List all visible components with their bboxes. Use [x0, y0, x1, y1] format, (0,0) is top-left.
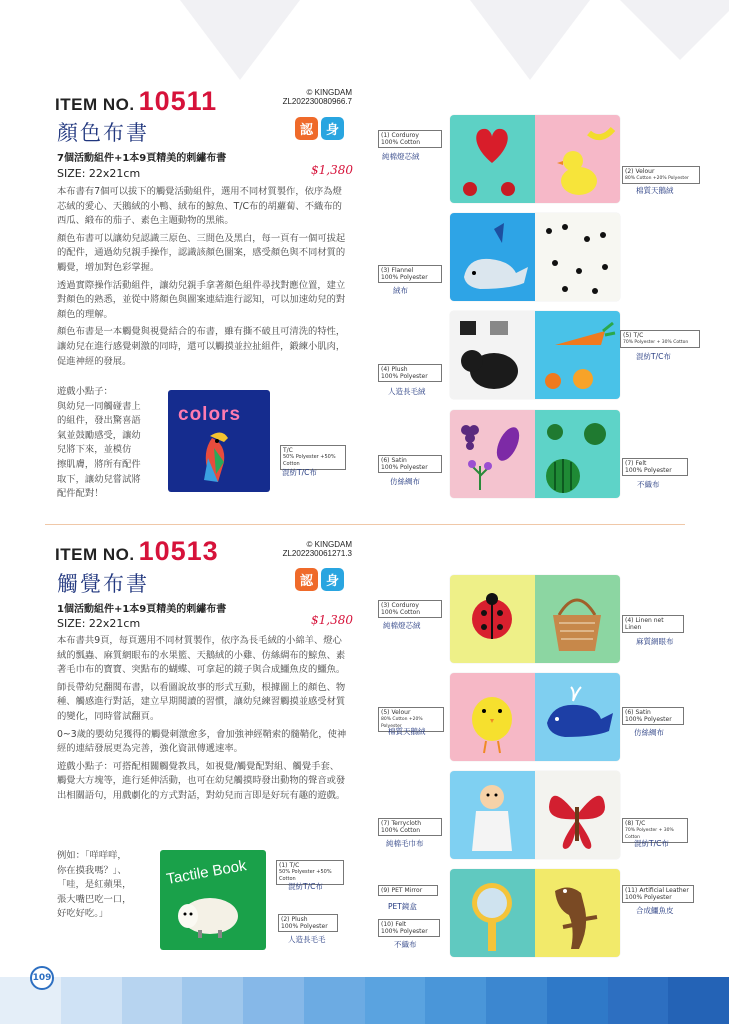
material-label: (5) T/C 70% Polyester + 30% Cotton — [620, 330, 700, 348]
baby-icon — [450, 771, 535, 859]
description-paragraph: 師長帶幼兒翻閱布書，以看圖說故事的形式互動，根據圖上的顏色、物種、觸感進行對話，建立早期閱讀的習慣，讓幼兒練習觸摸並感受材質的變化，同時嘗試翻頁。 — [57, 681, 346, 722]
ladybug-icon — [450, 575, 535, 663]
material-label: T/C 50% Polyester +50% Cotton — [280, 445, 346, 470]
tip-line: 例如：「咩咩咩， — [57, 850, 127, 861]
tip-line: 好吃好吃。」 — [57, 908, 109, 920]
material-caption: 仿絲綢布 — [634, 728, 664, 737]
material-label: (7) Felt 100% Polyester — [622, 458, 688, 476]
material-caption: 棉質天鵝絨 — [636, 186, 674, 195]
grapes-icon — [450, 410, 535, 498]
tip-line: 與幼兒一同觸碰書上 — [57, 400, 141, 412]
description-paragraph: 本布書有7個可以拔下的觸覺活動組件，選用不同材質製作，依序為燈芯絨的愛心、天鵝絨的小鴨、絨布的鯨魚、T/C布的胡蘿蔔、不織布的西瓜、緞布的茄子、素色主題動物的黑熊。 — [57, 186, 342, 227]
page-number: 109 — [30, 966, 54, 990]
description-paragraph: 顏色布書是一本觸覺與視覺結合的布書，雖有撕不破且可清洗的特性，讓幼兒在進行感覺刺激的同時，還可以觸摸並拉扯組件，鍛練小肌肉，促進神經的發展。 — [57, 326, 346, 367]
product-description — [57, 634, 347, 807]
tip-line: 擦肌膚，將所有配件 — [57, 458, 141, 470]
material-caption: 純棉燈芯絨 — [383, 621, 421, 630]
butterfly-icon — [535, 771, 620, 859]
material-label: (9) PET Mirror — [378, 885, 438, 896]
material-caption: 不織布 — [637, 480, 660, 489]
tip-line: 配件配對！ — [57, 488, 104, 500]
watermelon-icon — [535, 410, 620, 498]
game-tips — [57, 849, 167, 922]
description-paragraph: 本布書共9頁，每頁選用不同材質製作，依序為長毛絨的小綿羊、燈心絨的瓢蟲、麻質網眼布的水果籃、天鵝絨的小雞、仿絲綢布的鯨魚、素著毛巾布的寶寶、突點布的蝴蝶、可拿起的鏡子與合成鱷魚皮的鱷魚。 — [57, 635, 346, 676]
item-number: ITEM NO. 10511 — [55, 86, 218, 116]
material-caption: 仿絲綢布 — [390, 477, 420, 486]
book-page-photo — [450, 410, 620, 498]
material-caption: 純棉燈芯絨 — [382, 152, 420, 161]
book-page-photo — [450, 311, 620, 399]
cover-title: colors — [178, 404, 242, 425]
material-label: (2) Velour 80% Cotton +20% Polyester — [622, 166, 700, 184]
whale-icon — [450, 213, 535, 301]
heart-icon — [450, 115, 535, 203]
carrot-icon — [535, 311, 620, 399]
description-paragraph: 顏色布書可以讓幼兒認識三原色、三間色及黑白，每一頁有一個可拔起的配件，通過幼兒親手操作，認識該顏色圖案，感受顏色與不同材質的觸覺，增加對色彩掌握。 — [57, 232, 346, 273]
description-paragraph: 透過實際操作活動組件，讓幼兒親手拿著顏色組件尋找對應位置，建立對顏色的熟悉，並從中將顏色與圖案連結進行認知，可以加速幼兒的對顏色的理解。 — [57, 279, 346, 320]
product-size: SIZE: 22x21cm — [57, 617, 141, 630]
material-label: (10) Felt 100% Polyester — [378, 919, 440, 937]
material-label: (8) T/C 70% Polyester + 30% Cotton — [622, 818, 688, 843]
background-triangle — [470, 0, 590, 80]
material-label: (4) Plush 100% Polyester — [378, 364, 442, 382]
patent-info: © KINGDAM ZL202230080966.7 — [282, 88, 352, 106]
material-label: (3) Flannel 100% Polyester — [378, 265, 442, 283]
body-badge: 身 — [321, 568, 344, 591]
material-caption: 絨布 — [393, 286, 408, 295]
book-cover-image — [160, 850, 266, 950]
product-size: SIZE: 22x21cm — [57, 167, 141, 180]
footprints-icon — [535, 213, 620, 301]
product-price: $1,380 — [311, 613, 353, 627]
basket-icon — [535, 575, 620, 663]
cover-title: Tactile Book — [165, 857, 248, 888]
book-page-photo — [450, 115, 620, 203]
body-badge: 身 — [321, 117, 344, 140]
material-caption: 麻質網眼布 — [636, 637, 674, 646]
book-page-photo — [450, 213, 620, 301]
parrot-icon — [190, 428, 250, 488]
book-cover-image — [168, 390, 270, 492]
material-label: (6) Satin 100% Polyester — [378, 455, 442, 473]
cognition-badge: 認 — [295, 117, 318, 140]
material-label: (1) T/C 50% Polyester +50% Cotton — [276, 860, 344, 885]
badge-group — [295, 568, 344, 591]
material-label: (5) Velour 80% Cotton +20% Polyester — [378, 707, 444, 732]
product-subtitle: 7個活動組件+1本9頁精美的刺繡布書 — [57, 153, 227, 164]
section-divider — [45, 524, 685, 525]
material-caption: 不織布 — [394, 940, 417, 949]
material-caption: 混紡T/C布 — [288, 882, 323, 891]
material-caption: 混紡T/C布 — [634, 839, 669, 848]
product-description — [57, 185, 347, 372]
material-label: (11) Artificial Leather 100% Polyester — [622, 885, 694, 903]
mirror-icon — [450, 869, 535, 957]
material-caption: 人造長毛絨 — [388, 387, 426, 396]
book-page-photo — [450, 771, 620, 859]
background-triangle — [620, 0, 729, 60]
duck-icon — [535, 115, 620, 203]
badge-group — [295, 117, 344, 140]
book-page-photo — [450, 575, 620, 663]
product-subtitle: 1個活動組件+1本9頁精美的刺繡布書 — [57, 604, 227, 615]
tip-line: 張大嘴巴吃一口， — [57, 893, 132, 905]
product-price: $1,380 — [311, 163, 353, 177]
description-paragraph: 0~3歲的嬰幼兒獲得的觸覺刺激愈多，會加強神經鞘索的髓鞘化，使神經的連結發展更為完善，強化資訊傳遞速率。 — [57, 728, 347, 755]
material-caption: 棉質天鵝絨 — [388, 727, 426, 736]
material-label: (3) Corduroy 100% Cotton — [378, 600, 442, 618]
material-caption: 合成鱷魚皮 — [636, 906, 674, 915]
game-tips — [57, 385, 169, 502]
description-paragraph: 遊戲小點子：可搭配相關觸覺教具，如視覺/觸覺配對組、觸覺手套、觸覺大方塊等，進行延伸活動，也可在幼兒觸摸時發出動物的聲音或發出相關語句，用戲劇化的方式對話，對幼兒而言即是好玩有趣的遊戲。 — [57, 760, 346, 801]
tip-line: 取下，讓幼兒嘗試將 — [57, 473, 141, 485]
item-number: ITEM NO. 10513 — [55, 536, 219, 566]
material-label: (7) Terrycloth 100% Cotton — [378, 818, 442, 836]
bear-icon — [450, 311, 535, 399]
material-caption: 純棉毛巾布 — [386, 839, 424, 848]
material-caption: 人造長毛毛 — [288, 935, 326, 944]
footer-bar — [0, 977, 729, 1024]
material-caption: 混紡T/C布 — [282, 468, 317, 477]
cognition-badge: 認 — [295, 568, 318, 591]
tip-line: 「哇，是紅蘋果， — [57, 879, 132, 891]
book-page-photo — [450, 673, 620, 761]
tip-line: 你在摸我嗎？」、 — [57, 864, 127, 876]
book-page-photo — [450, 869, 620, 957]
material-label: (4) Linen net Linen — [622, 615, 684, 633]
chick-icon — [450, 673, 535, 761]
material-label: (1) Corduroy 100% Cotton — [378, 130, 442, 148]
material-label: (6) Satin 100% Polyester — [622, 707, 684, 725]
material-caption: PET鏡盒 — [388, 902, 417, 911]
crocodile-icon — [535, 869, 620, 957]
whale-icon — [535, 673, 620, 761]
tip-line: 的組件，發出驚喜語 — [57, 415, 141, 427]
material-label: (2) Plush 100% Polyester — [278, 914, 338, 932]
product-title: 觸覺布書 — [57, 572, 149, 596]
tip-line: 遊戲小點子： — [57, 386, 113, 397]
tip-line: 氣並鼓勵感受，讓幼 — [57, 429, 141, 441]
background-triangle — [180, 0, 300, 80]
material-caption: 混紡T/C布 — [636, 352, 671, 361]
tip-line: 兒將下來，並模仿 — [57, 444, 132, 456]
product-title: 顏色布書 — [57, 121, 149, 145]
patent-info: © KINGDAM ZL202230061271.3 — [282, 540, 352, 558]
sheep-icon — [172, 890, 242, 940]
